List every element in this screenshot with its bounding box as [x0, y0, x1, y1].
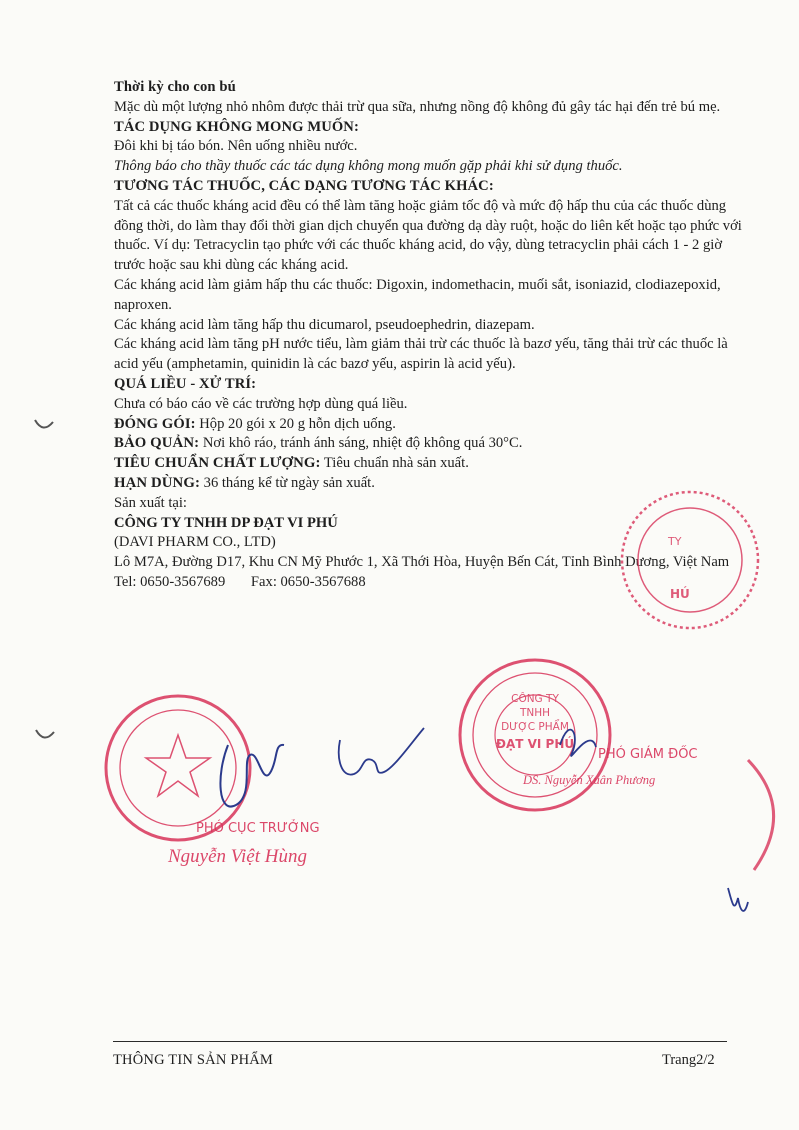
company-stamp-line3: DƯỢC PHẨM — [501, 721, 569, 733]
scan-mark-icon — [35, 420, 53, 428]
packaging-value: Hộp 20 gói x 20 g hỗn dịch uống. — [199, 415, 396, 432]
director-name: DS. Nguyễn Xuân Phương — [523, 773, 656, 787]
quality-value: Tiêu chuẩn nhà sản xuất. — [323, 455, 469, 472]
expiry-row — [114, 474, 744, 494]
side-effects-text: Đôi khi bị táo bón. Nên uống nhiều nước. — [114, 138, 358, 155]
packaging-row — [114, 415, 744, 435]
margin-initial-icon — [728, 888, 748, 911]
quality-row — [114, 454, 744, 474]
interactions-paragraph-4: Các kháng acid làm tăng pH nước tiểu, làm giảm thải trừ các thuốc là bazơ yếu, tăng thải trừ các thuốc là acid yếu (amphetamin, quinidin là các bazơ yếu, aspirin là acid yếu). — [114, 336, 728, 373]
contact-row — [114, 573, 744, 593]
lactation-heading: Thời kỳ cho con bú — [114, 79, 236, 95]
director-signature-icon — [560, 730, 596, 756]
deputy-name: Nguyễn Việt Hùng — [168, 846, 307, 867]
manufacturer-tel: Tel: 0650-3567689 — [114, 573, 226, 590]
company-stamp-line4: ĐẠT VI PHÚ — [495, 737, 575, 751]
interactions-heading: TƯƠNG TÁC THUỐC, CÁC DẠNG TƯƠNG TÁC KHÁC: — [114, 177, 494, 194]
interactions-paragraph-1: Tất cả các thuốc kháng acid đều có thể làm tăng hoặc giảm tốc độ và mức độ hấp thu của các thuốc dùng đồng thời, do làm thay đổi thời gian dịch chuyển qua đường dạ dày ruột, hoặc do liên kết hoặc tạo phức với thuốc. Ví dụ: Tetracyclin tạo phức với các thuốc kháng acid, do vậy, dùng tetracyclin phải cách 1 - 2 giờ trước hoặc sau khi dùng các kháng acid. — [114, 197, 742, 274]
manufacturer-intro: Sản xuất tại: — [114, 494, 187, 511]
director-title: PHÓ GIÁM ĐỐC — [598, 747, 698, 762]
lactation-text: Mặc dù một lượng nhỏ nhôm được thải trừ qua sữa, nhưng nồng độ không đủ gây tác hại đến trẻ bú mẹ. — [114, 98, 721, 115]
initial-signature-icon — [339, 728, 424, 775]
footer-left: THÔNG TIN SẢN PHẨM — [113, 1052, 274, 1068]
partial-seal-edge-icon — [748, 760, 774, 870]
packaging-label: ĐÓNG GÓI: — [114, 415, 196, 432]
ministry-stamp — [106, 696, 250, 840]
storage-value: Nơi khô ráo, tránh ánh sáng, nhiệt độ không quá 30°C. — [202, 435, 523, 452]
footer-page-number: Trang2/2 — [662, 1052, 715, 1068]
manufacturer-address: Lô M7A, Đường D17, Khu CN Mỹ Phước 1, Xã Thới Hòa, Huyện Bến Cát, Tỉnh Bình Dương, Việt Nam — [114, 554, 730, 571]
scan-mark-icon — [36, 730, 54, 738]
company-stamp-line2: TNHH — [519, 707, 551, 719]
company-stamp-line1: CÔNG TY — [511, 693, 559, 705]
manufacturer-fax: Fax: 0650-3567688 — [250, 573, 366, 590]
quality-label: TIÊU CHUẨN CHẤT LƯỢNG: — [114, 455, 321, 472]
side-effects-heading: TÁC DỤNG KHÔNG MONG MUỐN: — [114, 118, 359, 135]
side-effects-note: Thông báo cho thầy thuốc các tác dụng không mong muốn gặp phải khi sử dụng thuốc. — [114, 158, 623, 175]
svg-text:TY: TY — [668, 535, 682, 548]
deputy-title: PHÓ CỤC TRƯỞNG — [196, 821, 320, 836]
manufacturer-name-en: (DAVI PHARM CO., LTD) — [114, 534, 276, 551]
storage-label: BẢO QUẢN: — [114, 435, 200, 452]
interactions-paragraph-3: Các kháng acid làm tăng hấp thu dicumarol, pseudoephedrin, diazepam. — [114, 316, 535, 333]
expiry-value: 36 tháng kể từ ngày sản xuất. — [203, 474, 375, 491]
storage-row — [114, 434, 744, 454]
company-stamp — [460, 660, 610, 810]
overdose-text: Chưa có báo cáo về các trường hợp dùng quá liều. — [114, 395, 408, 412]
deputy-signature-icon — [220, 745, 284, 807]
document-body — [114, 78, 744, 593]
footer-divider — [113, 1041, 727, 1042]
interactions-paragraph-2: Các kháng acid làm giảm hấp thu các thuốc: Digoxin, indomethacin, muối sắt, isoniazid, clodiazepoxid, naproxen. — [114, 276, 721, 313]
expiry-label: HẠN DÙNG: — [114, 474, 200, 491]
overdose-heading: QUÁ LIỀU - XỬ TRÍ: — [114, 375, 257, 392]
manufacturer-name: CÔNG TY TNHH DP ĐẠT VI PHÚ — [114, 514, 338, 531]
svg-text:HÚ: HÚ — [670, 587, 690, 601]
